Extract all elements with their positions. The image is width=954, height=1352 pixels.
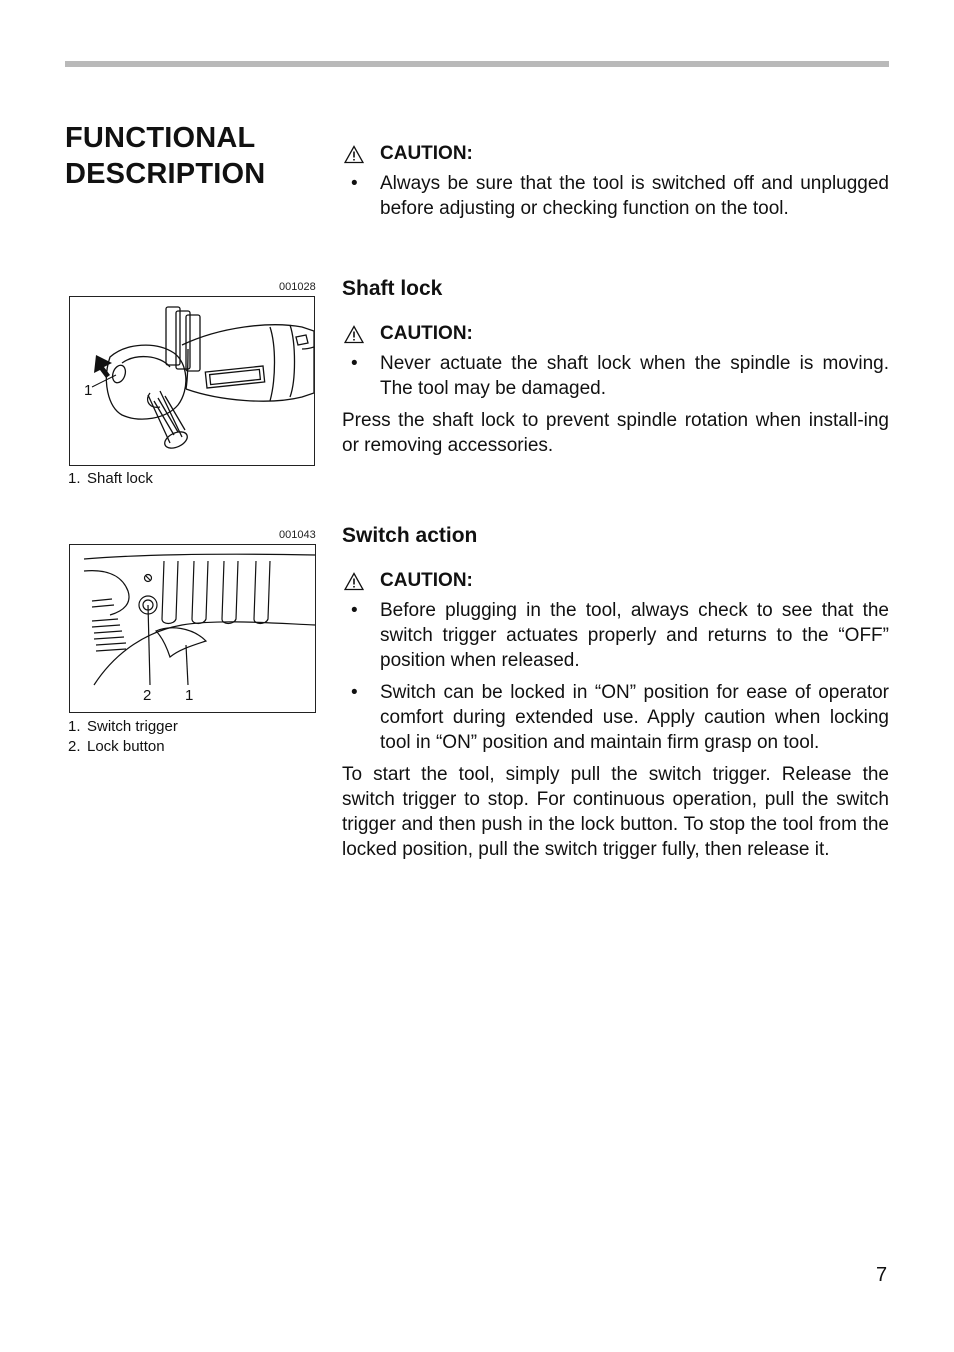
figure-code: 001028 — [279, 281, 316, 293]
caution-heading — [342, 142, 889, 166]
section-title-switch-action: Switch action — [342, 524, 478, 547]
switch-action-illustration — [70, 545, 315, 712]
caution-heading — [342, 322, 889, 346]
general-caution-block — [342, 142, 889, 228]
legend-item: 1. Shaft lock — [68, 470, 153, 487]
warning-triangle-icon — [344, 145, 364, 164]
list-item: • Switch can be locked in “ON” position for ease of operator comfort during extended use. Apply caution when locking tool in “ON” position and maintain firm grasp on tool. — [342, 680, 889, 755]
caution-label: CAUTION: — [380, 570, 473, 591]
list-item: • Never actuate the shaft lock when the spindle is moving. The tool may be damaged. — [342, 351, 889, 401]
shaft-lock-section — [342, 276, 889, 458]
general-caution-list — [342, 171, 889, 221]
list-item: • Always be sure that the tool is switched off and unplugged before adjusting or checking function on the tool. — [342, 171, 889, 221]
shaft-lock-body: Press the shaft lock to prevent spindle rotation when install-ing or removing accessories. — [342, 410, 889, 456]
caution-label: CAUTION: — [380, 143, 473, 164]
switch-action-body: To start the tool, simply pull the switch trigger. Release the switch trigger to stop. For continuous operation, pull the switch trigger and then push in the lock button. To stop the tool from the locked position, pull the switch trigger fully, then release it. — [342, 764, 889, 860]
warning-triangle-icon — [344, 572, 364, 591]
page-title-line-2: DESCRIPTION — [65, 158, 266, 190]
switch-action-figure — [69, 544, 316, 713]
switch-action-figure-legend — [68, 717, 178, 757]
list-item: • Before plugging in the tool, always check to see that the switch trigger actuates properly and returns to the “OFF” position when released. — [342, 598, 889, 673]
switch-action-caution-list — [342, 598, 889, 755]
page-number: 7 — [876, 1264, 888, 1286]
shaft-lock-illustration — [70, 297, 314, 465]
switch-action-section — [342, 523, 889, 862]
section-title-shaft-lock: Shaft lock — [342, 277, 443, 300]
shaft-lock-figure-legend — [68, 469, 153, 489]
legend-item: 1. Switch trigger — [68, 718, 178, 735]
page-title-line-1: FUNCTIONAL — [65, 122, 256, 154]
figure-code: 001043 — [279, 529, 316, 541]
shaft-lock-figure — [69, 296, 315, 466]
callout-1: 1 — [185, 687, 194, 704]
legend-item: 2. Lock button — [68, 738, 165, 755]
caution-heading — [342, 569, 889, 593]
page-title — [65, 120, 265, 192]
callout-1: 1 — [84, 382, 93, 399]
warning-triangle-icon — [344, 325, 364, 344]
shaft-lock-caution-list — [342, 351, 889, 401]
caution-label: CAUTION: — [380, 323, 473, 344]
callout-2: 2 — [143, 687, 152, 704]
top-rule — [65, 61, 889, 67]
